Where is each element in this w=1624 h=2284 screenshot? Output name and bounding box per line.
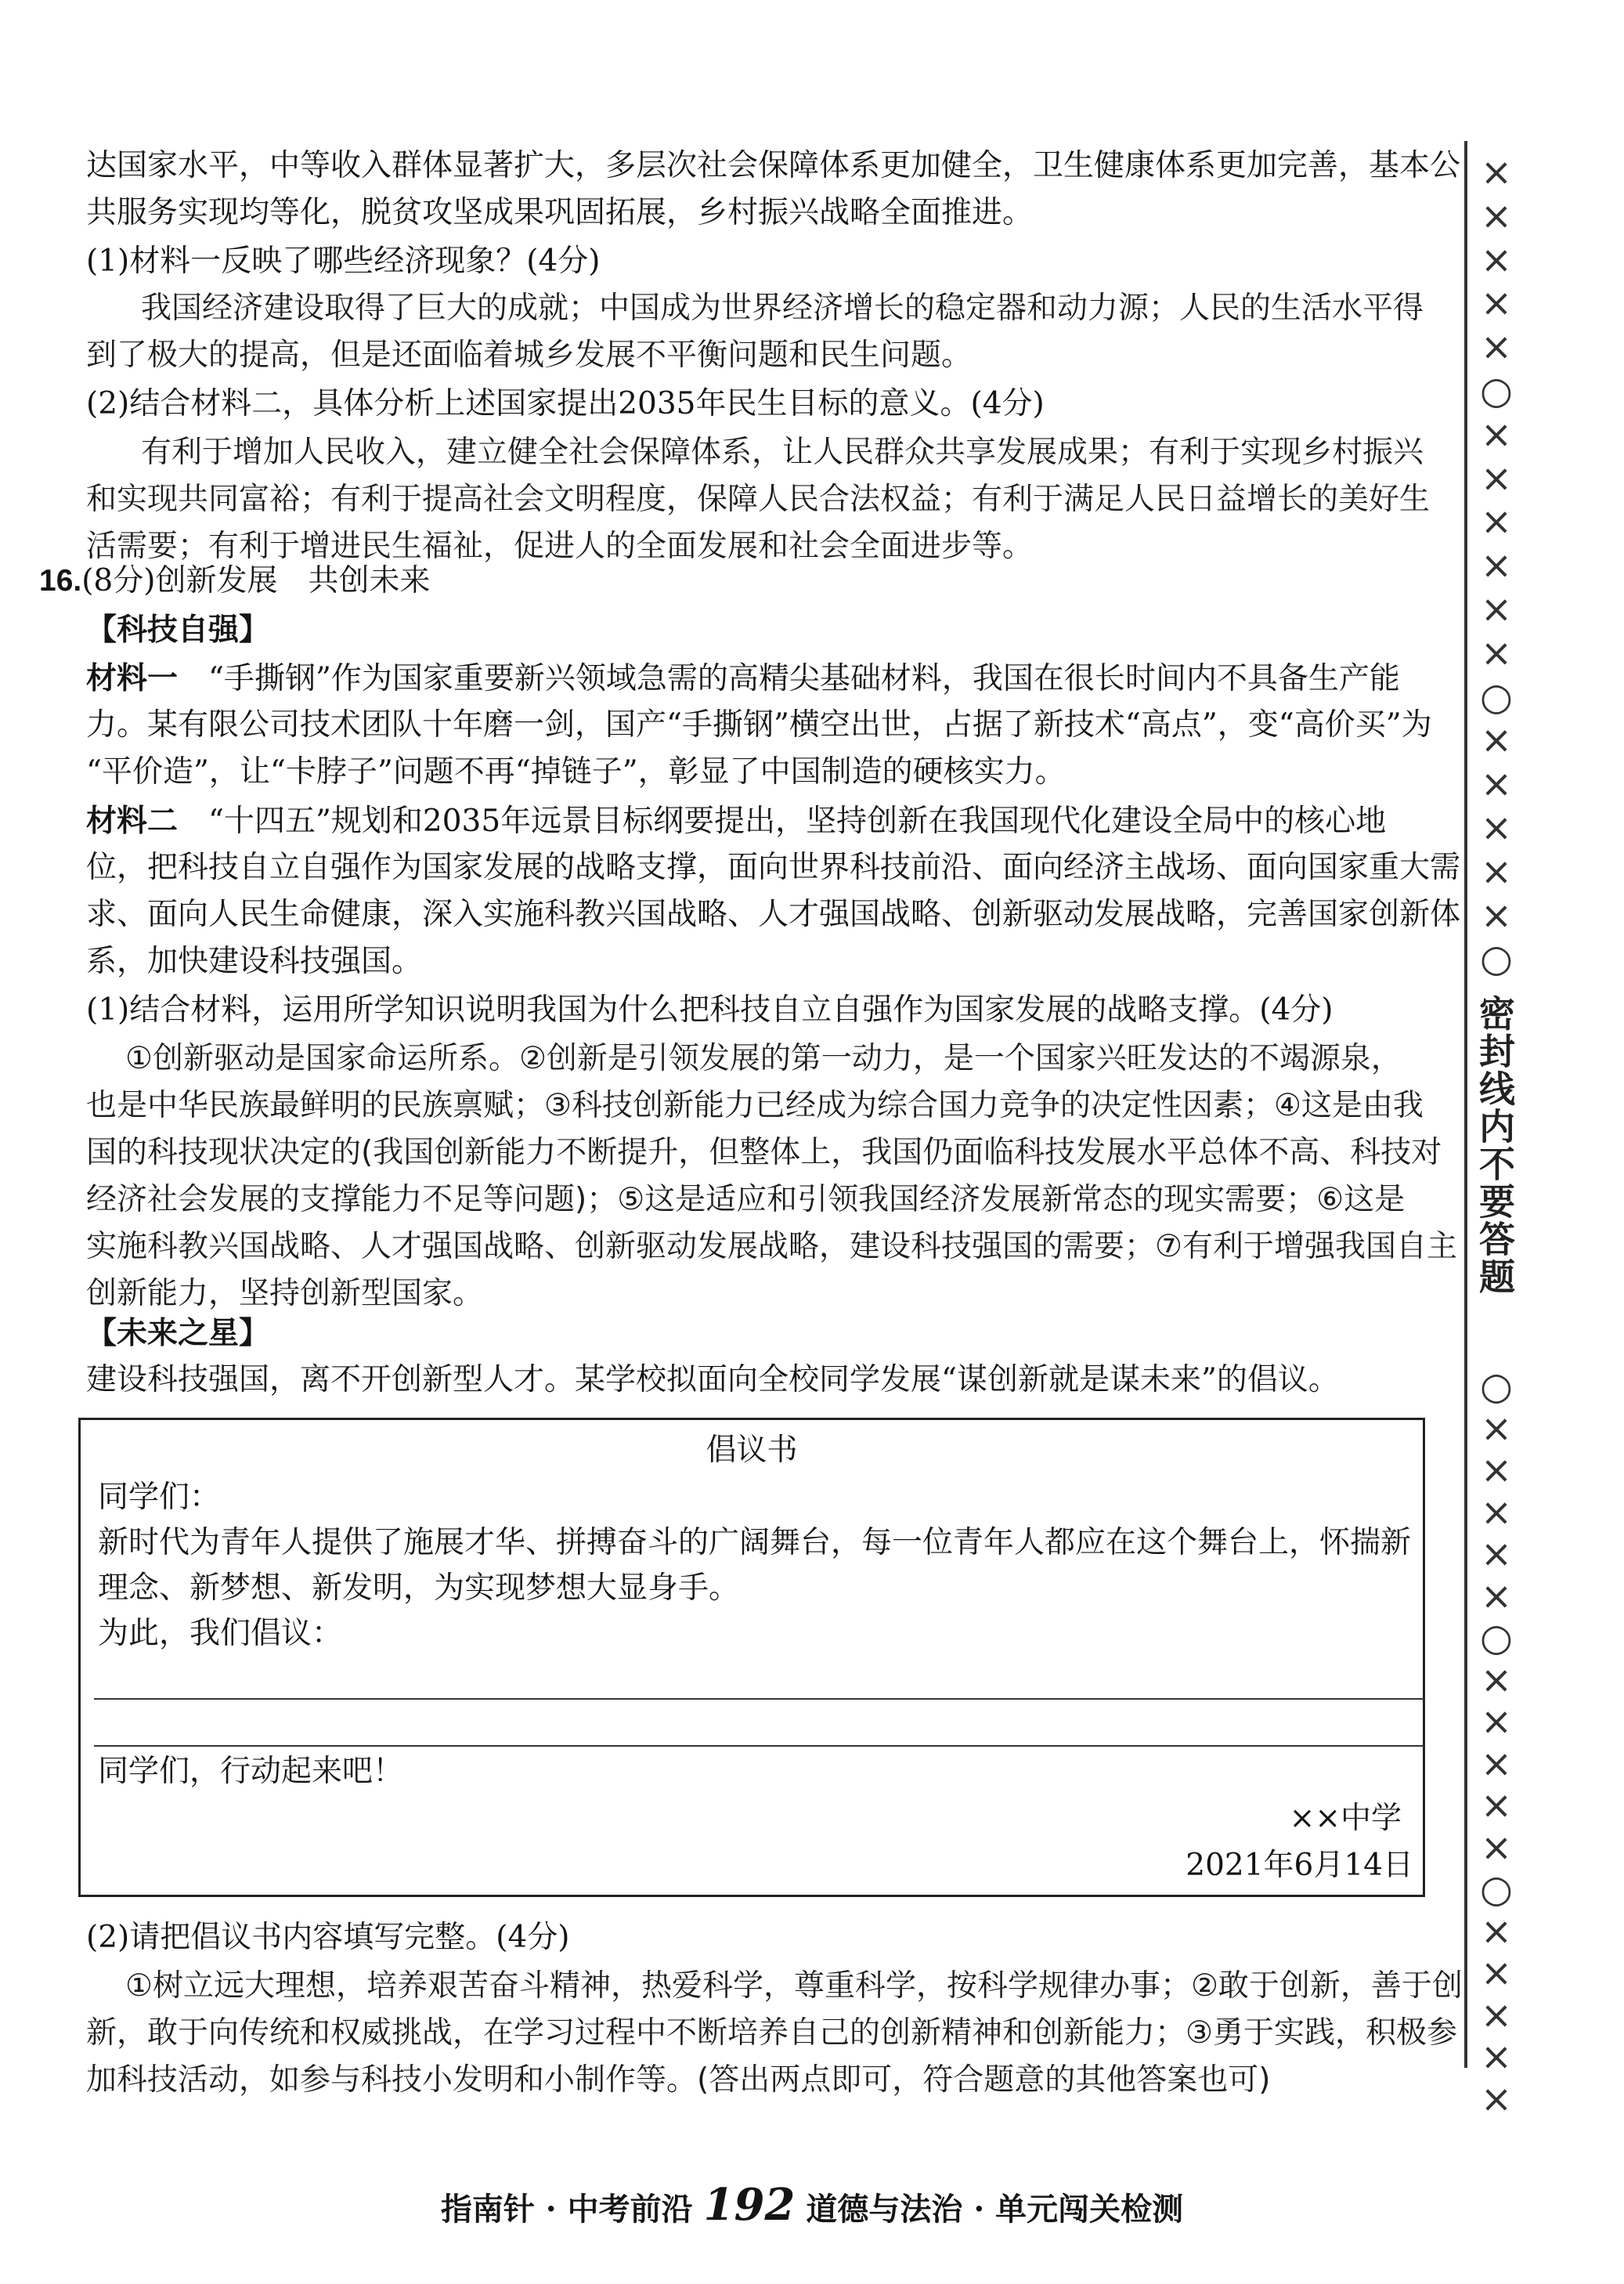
binding-cross-mark: ×	[1480, 1783, 1513, 1827]
question-1-answer-line-1: 我国经济建设取得了巨大的成就；中国成为世界经济增长的稳定器和动力源；人民的生活水平得	[141, 291, 1424, 326]
binding-cross-mark: ×	[1480, 1532, 1513, 1576]
question-2-answer-line-1: 有利于增加人民收入，建立健全社会保障体系，让人民群众共享发展成果；有利于实现乡村振兴	[141, 435, 1424, 470]
binding-circle-mark: ○	[1480, 1616, 1513, 1660]
material-1-line-3: “平价造”，让“卡脖子”问题不再“掉链子”，彰显了中国制造的硬核实力。	[86, 754, 1066, 790]
footer-subject: 道德与法治 · 单元闯关检测	[806, 2191, 1184, 2228]
material-1-line-2: 力。某有限公司技术团队十年磨一剑，国产“手撕钢”横空出世，占据了新技术“高点”，变“高价买”为	[86, 707, 1432, 743]
binding-circle-mark: ○	[1480, 937, 1513, 981]
binding-cross-mark: ×	[1480, 325, 1513, 370]
binding-cross-mark: ×	[1480, 281, 1513, 326]
letter-greeting: 同学们：	[98, 1480, 221, 1515]
letter-proposal-lead: 为此，我们倡议：	[98, 1616, 343, 1651]
binding-cross-mark: ×	[1480, 1741, 1513, 1786]
binding-cross-mark: ×	[1480, 1909, 1513, 1953]
binding-cross-mark: ×	[1480, 1657, 1513, 1702]
sub-question-1-answer-line-3: 国的科技现状决定的(我国创新能力不断提升，但整体上，我国仍面临科技发展水平总体不高、科技对	[86, 1135, 1442, 1170]
binding-cross-mark: ×	[1480, 718, 1513, 763]
footer-publication: 指南针 · 中考前沿	[440, 2191, 693, 2228]
sub-question-1-answer-line-1: ①创新驱动是国家命运所系。②创新是引领发展的第一动力，是一个国家兴旺发达的不竭源泉，	[125, 1041, 1402, 1076]
binding-cross-mark: ×	[1480, 893, 1513, 938]
binding-cross-mark: ×	[1480, 631, 1513, 675]
page-number: 192	[703, 2179, 796, 2231]
binding-cross-mark: ×	[1480, 1448, 1513, 1492]
question-16-title: (8分)创新发展 共创未来	[81, 563, 431, 598]
binding-cross-mark: ×	[1480, 237, 1513, 282]
sub-question-1-answer-line-2: 也是中华民族最鲜明的民族禀赋；③科技创新能力已经成为综合国力竞争的决定性因素；④这是由我	[86, 1088, 1424, 1123]
binding-cross-mark: ×	[1480, 456, 1513, 501]
sub-question-2-prompt: (2)请把倡议书内容填写完整。(4分)	[86, 1920, 570, 1955]
binding-cross-mark: ×	[1480, 500, 1513, 544]
binding-cross-mark: ×	[1480, 544, 1513, 588]
binding-cross-mark: ×	[1480, 2035, 1513, 2079]
question-2-answer-line-3: 活需要；有利于增进民生福祉，促进人的全面发展和社会全面进步等。	[86, 529, 1034, 564]
material-1-text: “手撕钢”作为国家重要新兴领域急需的高精尖基础材料，我国在很长时间内不具备生产能	[208, 661, 1400, 696]
binding-cross-mark: ×	[1480, 193, 1513, 238]
binding-cross-mark: ×	[1480, 762, 1513, 807]
binding-cross-mark: ×	[1480, 1951, 1513, 1995]
binding-cross-mark: ×	[1480, 1574, 1513, 1618]
section-title-future: 【未来之星】	[86, 1315, 270, 1351]
letter-signature: ××中学	[1289, 1801, 1402, 1836]
material-1-line-1	[86, 661, 1449, 696]
fill-in-line-2[interactable]	[94, 1745, 1425, 1747]
fill-in-line-1[interactable]	[94, 1698, 1425, 1700]
binding-cross-mark: ×	[1480, 1993, 1513, 2037]
binding-cross-mark: ×	[1480, 1825, 1513, 1870]
section-2-intro: 建设科技强国，离不开创新型人才。某学校拟面向全校同学发展“谋创新就是谋未来”的倡议。	[86, 1362, 1339, 1397]
sub-question-1-answer-line-5: 实施科教兴国战略、人才强国战略、创新驱动发展战略，建设科技强国的需要；⑦有利于增强我国自主	[86, 1229, 1457, 1264]
question-1-prompt: (1)材料一反映了哪些经济现象？(4分)	[86, 244, 601, 279]
letter-body-line-2: 理念、新梦想、新发明，为实现梦想大显身手。	[98, 1570, 740, 1606]
sub-question-1-answer-line-6: 创新能力，坚持创新型国家。	[86, 1276, 484, 1311]
sub-question-2-answer-line-3: 加科技活动，如参与科技小发明和小制作等。(答出两点即可，符合题意的其他答案也可)	[86, 2062, 1271, 2098]
binding-circle-mark: ○	[1480, 674, 1513, 719]
letter-date: 2021年6月14日	[1186, 1848, 1413, 1883]
sub-question-2-answer-line-1: ①树立远大理想，培养艰苦奋斗精神，热爱科学，尊重科学，按科学规律办事；②敢于创新，善于创	[125, 1968, 1463, 2004]
binding-cross-mark: ×	[1480, 2076, 1513, 2121]
seal-line-notice: 密封线内不要答题	[1474, 995, 1516, 1296]
binding-line	[1464, 141, 1467, 2068]
sub-question-1-answer-line-4: 经济社会发展的支撑能力不足等问题)；⑤这是适应和引领我国经济发展新常态的现实需要；⑥这是	[86, 1182, 1406, 1217]
material-2-line-2: 位，把科技自立自强作为国家发展的战略支撑，面向世界科技前沿、面向经济主战场、面向国家重大需	[86, 850, 1461, 885]
letter-title: 倡议书	[706, 1433, 798, 1468]
section-title-tech: 【科技自强】	[86, 612, 270, 648]
binding-cross-mark: ×	[1480, 150, 1513, 194]
intro-line-2: 共服务实现均等化，脱贫攻坚成果巩固拓展，乡村振兴战略全面推进。	[86, 195, 1034, 230]
binding-circle-mark: ○	[1480, 1867, 1513, 1911]
material-1-label: 材料一	[86, 660, 179, 696]
binding-circle-mark: ○	[1480, 369, 1513, 413]
binding-cross-mark: ×	[1480, 1406, 1513, 1451]
material-2-text: “十四五”规划和2035年远景目标纲要提出，坚持创新在我国现代化建设全局中的核心地	[208, 804, 1387, 839]
question-2-prompt: (2)结合材料二，具体分析上述国家提出2035年民生目标的意义。(4分)	[86, 386, 1045, 421]
binding-cross-mark: ×	[1480, 849, 1513, 894]
letter-closing: 同学们，行动起来吧！	[98, 1754, 404, 1789]
material-2-label: 材料二	[86, 803, 179, 839]
binding-cross-mark: ×	[1480, 1700, 1513, 1744]
intro-line-1: 达国家水平，中等收入群体显著扩大，多层次社会保障体系更加健全，卫生健康体系更加完善，基本公	[86, 148, 1461, 183]
page-footer	[0, 2179, 1624, 2231]
binding-circle-mark: ○	[1480, 1364, 1513, 1408]
question-16-heading	[39, 564, 1402, 598]
binding-cross-mark: ×	[1480, 412, 1513, 457]
sub-question-1-prompt: (1)结合材料，运用所学知识说明我国为什么把科技自立自强作为国家发展的战略支撑。(4分)	[86, 992, 1333, 1028]
material-2-line-3: 求、面向人民生命健康，深入实施科教兴国战略、人才强国战略、创新驱动发展战略，完善国家创新体	[86, 897, 1461, 932]
letter-body-line-1: 新时代为青年人提供了施展才华、拼搏奋斗的广阔舞台，每一位青年人都应在这个舞台上，怀揣新	[98, 1525, 1412, 1560]
question-1-answer-line-2: 到了极大的提高，但是还面临着城乡发展不平衡问题和民生问题。	[86, 338, 973, 373]
sub-question-2-answer-line-2: 新，敢于向传统和权威挑战，在学习过程中不断培养自己的创新精神和创新能力；③勇于实践，积极参	[86, 2015, 1457, 2051]
binding-cross-mark: ×	[1480, 806, 1513, 850]
material-2-line-1	[86, 804, 1449, 839]
material-2-line-4: 系，加快建设科技强国。	[86, 944, 423, 979]
question-2-answer-line-2: 和实现共同富裕；有利于提高社会文明程度，保障人民合法权益；有利于满足人民日益增长的美好生	[86, 482, 1431, 517]
binding-cross-mark: ×	[1480, 587, 1513, 631]
binding-cross-mark: ×	[1480, 1490, 1513, 1534]
question-number: 16.	[39, 564, 82, 598]
